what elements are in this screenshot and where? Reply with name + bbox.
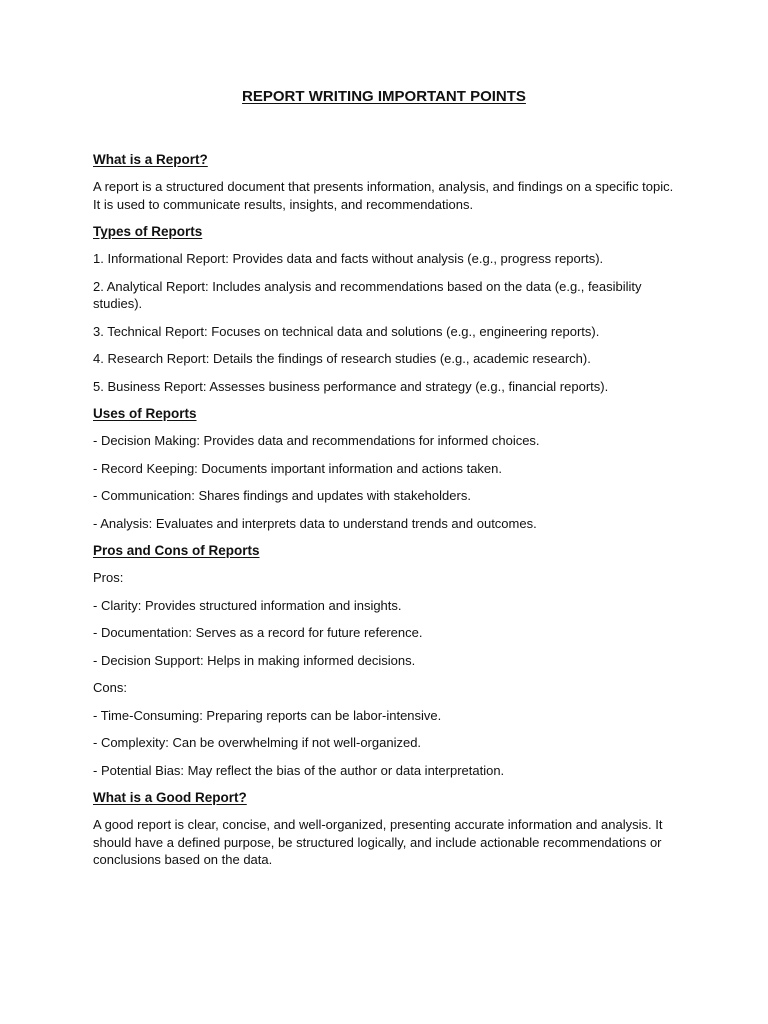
list-item: - Potential Bias: May reflect the bias of the author or data interpretation. xyxy=(93,762,505,778)
section-heading: What is a Good Report? xyxy=(93,790,247,805)
list-item: 4. Research Report: Details the findings of research studies (e.g., academic research). xyxy=(93,351,591,366)
list-item: - Decision Making: Provides data and recommendations for informed choices. xyxy=(93,433,540,448)
section-heading: Types of Reports xyxy=(93,224,203,239)
list-item: - Clarity: Provides structured information and insights. xyxy=(93,597,402,613)
section-heading: Uses of Reports xyxy=(93,406,197,421)
list-item: - Complexity: Can be overwhelming if not well-organized. xyxy=(93,735,422,750)
list-item: 1. Informational Report: Provides data and facts without analysis (e.g., progress reports). xyxy=(93,251,604,266)
list-item: 5. Business Report: Assesses business performance and strategy (e.g., financial reports). xyxy=(93,378,609,394)
section-heading: Pros and Cons of Reports xyxy=(93,543,260,558)
document-title: REPORT WRITING IMPORTANT POINTS xyxy=(242,88,526,105)
list-item: - Decision Support: Helps in making informed decisions. xyxy=(93,652,416,668)
list-item: 2. Analytical Report: Includes analysis and recommendations based on the data (e.g., feasibility studies). xyxy=(93,278,642,311)
cons-label: Cons: xyxy=(93,680,127,695)
pros-label: Pros: xyxy=(93,570,124,585)
list-item: - Communication: Shares findings and updates with stakeholders. xyxy=(93,488,471,503)
list-item: - Analysis: Evaluates and interprets data to understand trends and outcomes. xyxy=(93,515,537,531)
list-item: - Time-Consuming: Preparing reports can be labor-intensive. xyxy=(93,707,442,723)
section-paragraph: A report is a structured document that presents information, analysis, and findings on a specific topic. It is used to communicate results, insights, and recommendations. xyxy=(93,179,674,212)
section-uses-of-reports xyxy=(93,405,683,532)
section-types-of-reports xyxy=(93,223,683,395)
section-paragraph: A good report is clear, concise, and well-organized, presenting accurate information and analysis. It should have a defined purpose, be structured logically, and include actionable recommendations or conclusions based on the data. xyxy=(93,817,663,867)
document-body xyxy=(93,151,683,879)
section-heading: What is a Report? xyxy=(93,152,208,167)
list-item: - Record Keeping: Documents important information and actions taken. xyxy=(93,460,502,476)
section-pros-and-cons xyxy=(93,542,683,779)
section-what-is-report xyxy=(93,151,683,213)
list-item: - Documentation: Serves as a record for future reference. xyxy=(93,625,423,640)
list-item: 3. Technical Report: Focuses on technical data and solutions (e.g., engineering reports). xyxy=(93,323,600,339)
section-good-report xyxy=(93,789,683,869)
